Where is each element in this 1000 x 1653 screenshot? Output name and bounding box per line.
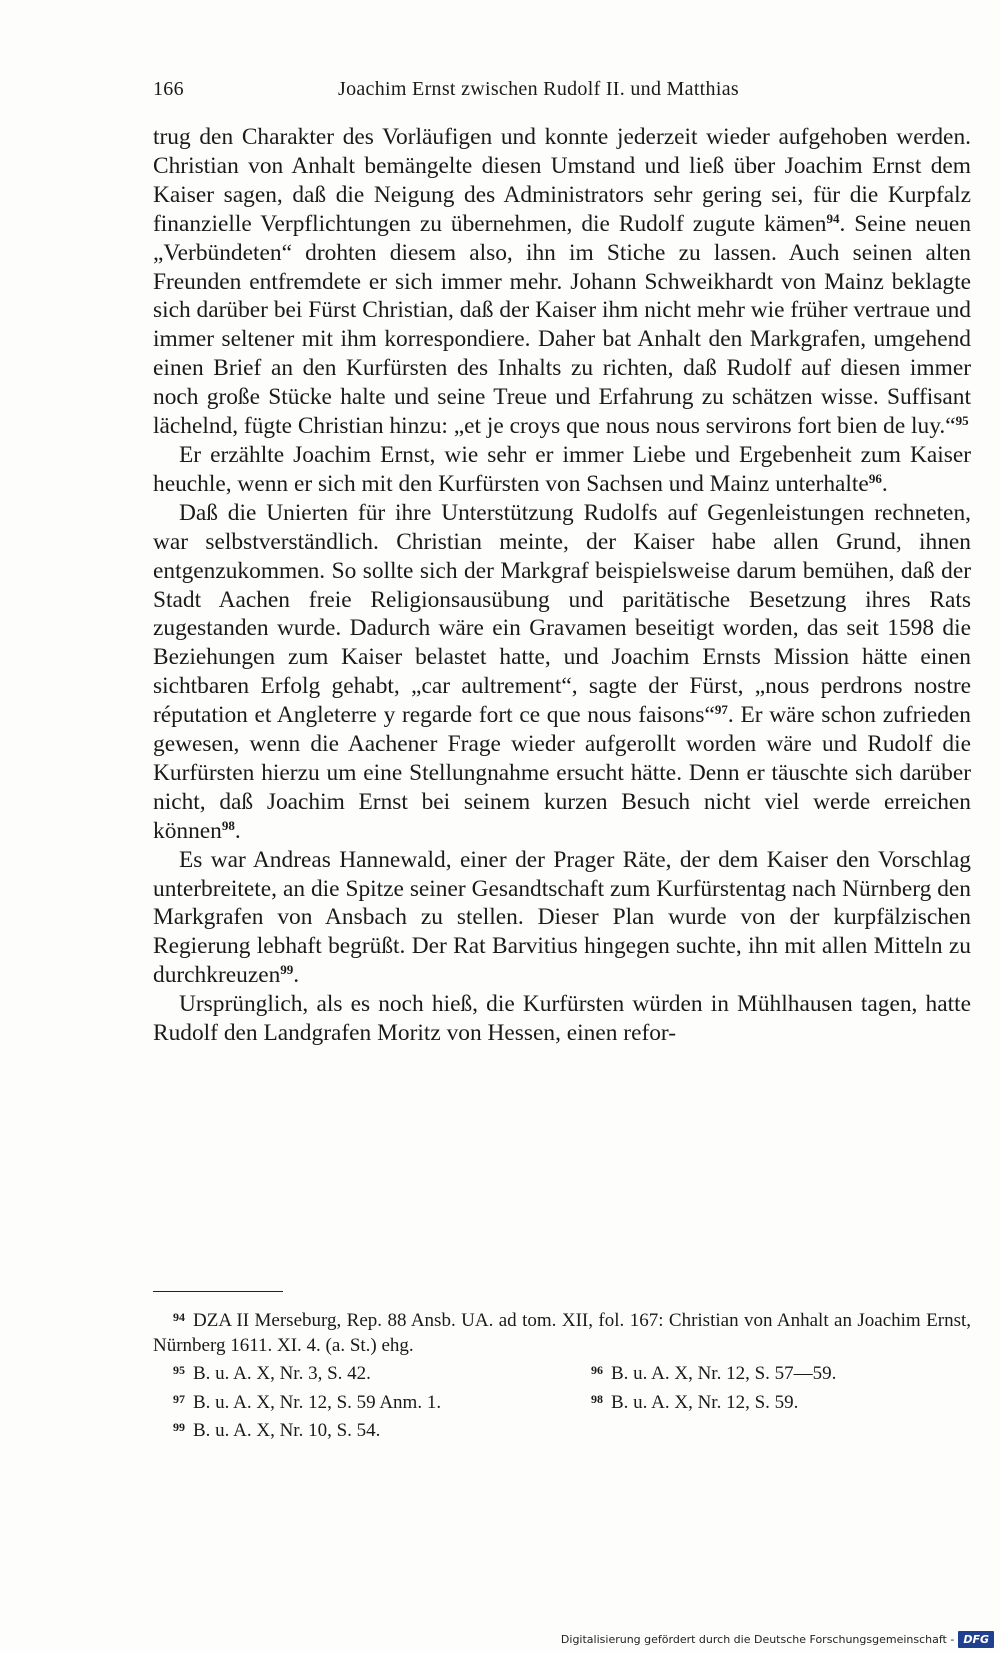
paragraph-text: . [234, 817, 241, 844]
footnote-text: B. u. A. X, Nr. 10, S. 54. [193, 1420, 381, 1441]
paragraph-text: Es war Andreas Hannewald, einer der Prager Räte, der dem Kaiser den Vorschlag unterbreitete, an die Spitze seiner Gesandtschaft zum Kurfürstentag nach Nürnberg den Markgrafen von Ansbach zu stellen. Dieser Plan wurde von der kurpfälzischen Regierung lebhaft begrüßt. Der Rat Barvitius hingegen suchte, ihn mit allen Mitteln zu durchkreuzen [153, 846, 971, 989]
footnote-row [153, 1358, 971, 1387]
watermark-text: Digitalisierung gefördert durch die Deutsche Forschungsgemeinschaft - [560, 1632, 955, 1646]
paragraph-text: Er erzählte Joachim Ernst, wie sehr er immer Liebe und Ergebenheit zum Kaiser heuchle, wenn er sich mit den Kurfürsten von Sachsen und Mainz unterhalte [153, 441, 971, 497]
paragraph-text: trug den Charakter des Vorläufigen und konnte jederzeit wieder aufgehoben werden. Christian von Anhalt bemängelte diesen Umstand und ließ über Joachim Ernst dem Kaiser sagen, daß die Neigung des Administrators sehr gering sei, für die Kurpfalz finanzielle Verpflichtungen zu übernehmen, die Rudolf zugute kämen [153, 124, 971, 237]
paragraph-text: . Er wäre schon zufrieden gewesen, wenn die Aachener Frage wieder aufgerollt worden wäre und Rudolf die Kurfürsten hierzu um eine Stellungnahme ersucht hätte. Denn er täuschte sich darüber nicht, daß Joachim Ernst bei seinem kurzen Besuch nicht viel werde erreichen können [153, 702, 972, 844]
footnote-text: B. u. A. X, Nr. 12, S. 59 Anm. 1. [193, 1391, 442, 1413]
paragraph-text: . Seine neuen „Verbündeten“ drohten diesem also, ihn im Stiche zu lassen. Auch seinen alten Freunden entfremdete er sich immer mehr. Johann Schweikhardt von Mainz beklagte sich darüber bei Fürst Christian, daß der Kaiser ihm nicht mehr wie früher vertraue und immer seltener mit ihm korrespondiere. Daher bat Anhalt den Markgrafen, umgehend einen Brief an den Kurfürsten des Inhalts zu richten, daß Rudolf auf diesen immer noch große Stücke halte und seine Treue und Erfahrung zu schätzen wisse. Suffisant lächelnd, fügte Christian hinzu: „et je croys que nous nous servirons fort bien de luy.“ [153, 210, 972, 440]
footnote-number: 98 [591, 1391, 603, 1406]
running-title: Joachim Ernst zwischen Rudolf II. und Matthias [338, 78, 739, 100]
digitization-watermark [561, 1629, 994, 1649]
footnote-separator [153, 1291, 283, 1292]
page-header [153, 78, 971, 108]
dfg-logo: DFG [958, 1631, 994, 1648]
footnotes [153, 1305, 971, 1444]
footnote-item [571, 1358, 971, 1387]
paragraph-text: . [881, 470, 888, 497]
footnote-ref[interactable]: 96 [868, 470, 882, 486]
footnote-text: B. u. A. X, Nr. 12, S. 59. [611, 1391, 799, 1413]
footnote-number: 95 [173, 1363, 185, 1377]
footnote-ref[interactable]: 98 [221, 817, 235, 833]
footnote-number: 96 [591, 1363, 603, 1377]
footnote-text: B. u. A. X, Nr. 12, S. 57—59. [611, 1363, 837, 1384]
footnote-ref[interactable]: 99 [280, 962, 294, 978]
footnote-number: 99 [173, 1420, 185, 1434]
paragraph-text: Ursprünglich, als es noch hieß, die Kurfürsten würden in Mühlhausen tagen, hatte Rudolf den Landgrafen Moritz von Hessen, einen refor- [153, 991, 971, 1047]
body-text [153, 123, 971, 1048]
page-number: 166 [153, 78, 184, 100]
footnote-ref[interactable]: 95 [955, 413, 969, 429]
paragraph [153, 499, 971, 846]
footnote-item [571, 1387, 971, 1416]
footnote-row [153, 1387, 971, 1416]
footnote-number: 94 [173, 1310, 185, 1324]
footnote-text: B. u. A. X, Nr. 3, S. 42. [193, 1363, 371, 1384]
footnote-number: 97 [173, 1391, 185, 1406]
paragraph [153, 441, 971, 499]
paragraph-text: . [293, 962, 300, 989]
footnote-item [153, 1305, 971, 1358]
footnote-item [153, 1415, 971, 1444]
paragraph [153, 123, 971, 441]
footnote-ref[interactable]: 97 [714, 702, 728, 718]
footnote-item [153, 1387, 571, 1416]
paragraph-text: Daß die Unierten für ihre Unterstützung Rudolfs auf Gegenleistungen rechneten, war selbstverständlich. Christian meinte, der Kaiser habe allen Grund, ihnen entgenzukommen. So sollte sich der Markgraf beispielsweise darum bemühen, daß der Stadt Aachen freie Religionsausübung und paritätische Besetzung ihres Rats zugestanden wurde. Dadurch wäre ein Gravamen beseitigt worden, das seit 1598 die Beziehungen zum Kaiser belastet hatte, und Joachim Ernsts Mission hätte einen sichtbaren Erfolg gehabt, „car aultrement“, sagte der Fürst, „nous perdrons nostre réputation et Angleterre y regarde fort ce que nous faisons“ [153, 499, 971, 729]
footnote-ref[interactable]: 94 [826, 210, 840, 226]
paragraph [153, 846, 971, 991]
paragraph [153, 990, 971, 1048]
footnote-item [153, 1358, 571, 1387]
footnote-text: DZA II Merseburg, Rep. 88 Ansb. UA. ad tom. XII, fol. 167: Christian von Anhalt an Joachim Ernst, Nürnberg 1611. XI. 4. (a. St.) ehg. [153, 1310, 971, 1356]
